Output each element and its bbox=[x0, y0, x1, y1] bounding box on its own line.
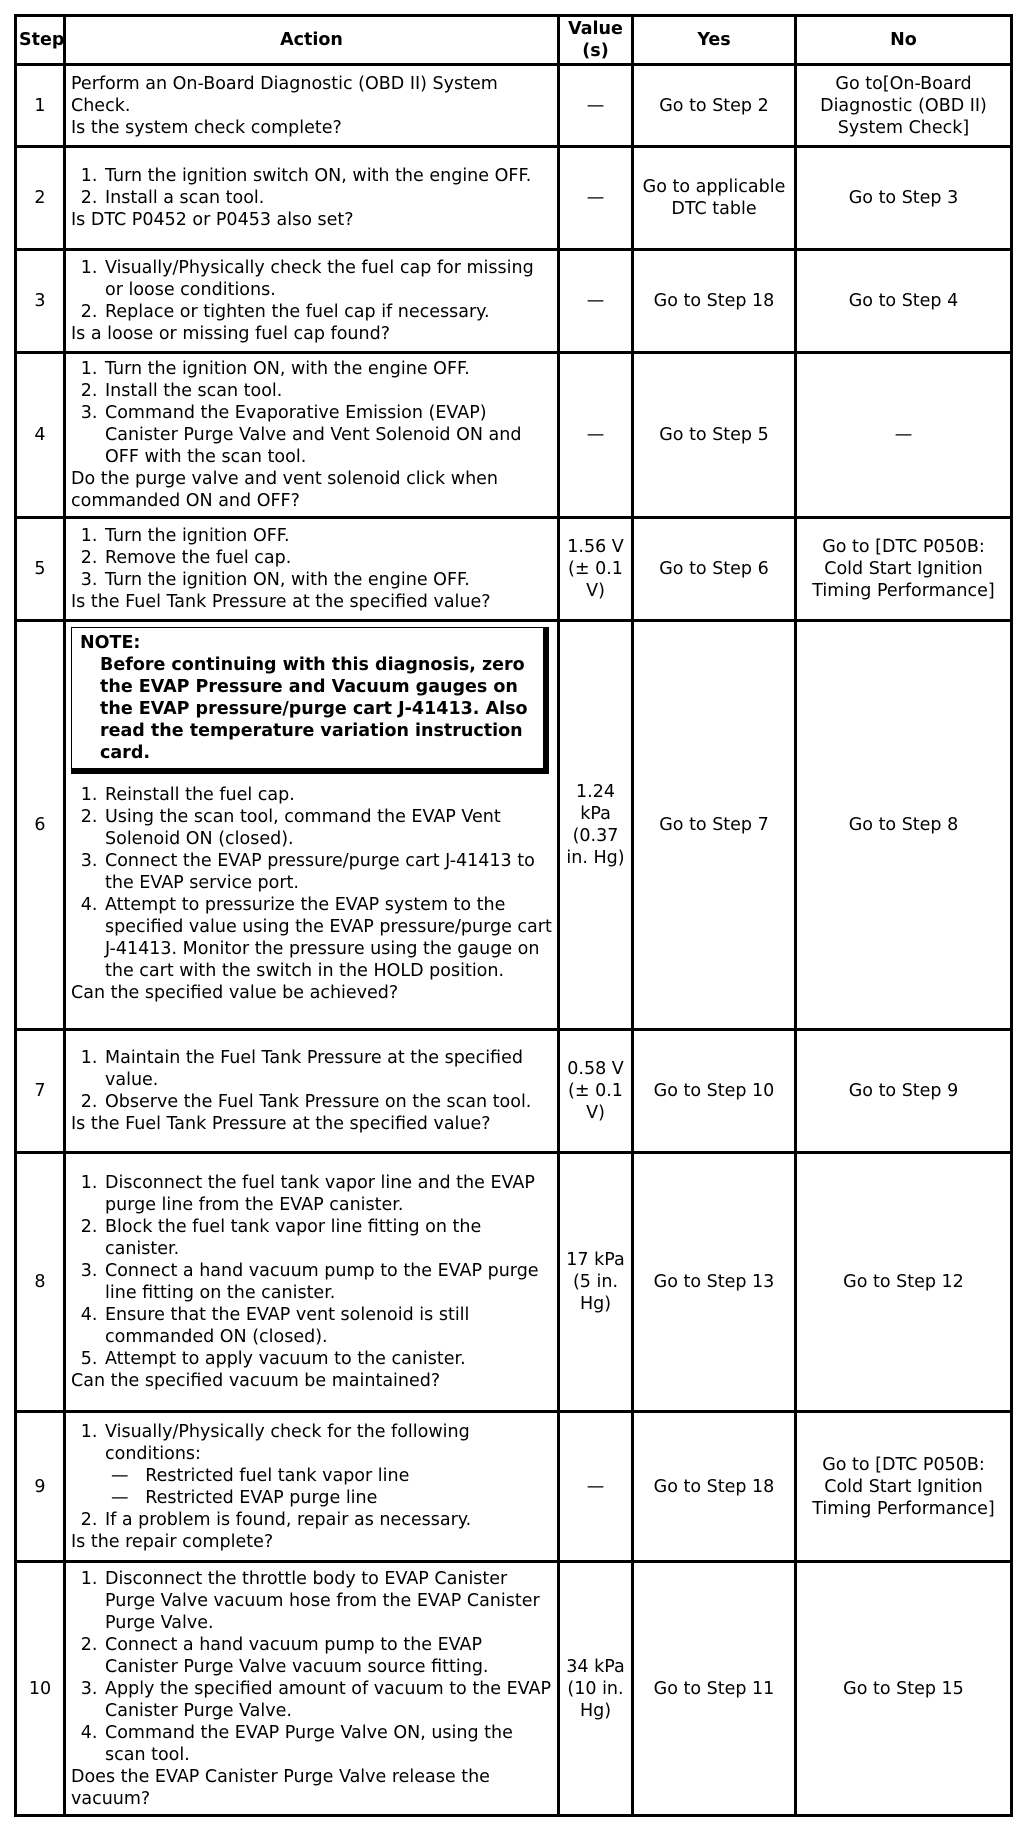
yes-cell: Go to Step 5 bbox=[633, 353, 796, 518]
action-cell bbox=[65, 1030, 559, 1153]
action-item: 1. Turn the ignition switch ON, with the engine OFF. bbox=[103, 165, 553, 187]
action-question: Do the purge valve and vent solenoid click when commanded ON and OFF? bbox=[71, 469, 499, 511]
no-cell: Go to Step 12 bbox=[796, 1153, 1012, 1412]
table-row-step-9 bbox=[16, 1412, 1012, 1562]
action-question: Is a loose or missing fuel cap found? bbox=[71, 324, 390, 344]
value-cell: 1.56 V (± 0.1 V) bbox=[559, 518, 633, 621]
note-heading: NOTE: bbox=[80, 633, 141, 653]
no-cell: Go to Step 9 bbox=[796, 1030, 1012, 1153]
action-item bbox=[103, 1421, 553, 1509]
action-item: 3. Command the Evaporative Emission (EVAP) Canister Purge Valve and Vent Solenoid ON and OFF with the scan tool. bbox=[103, 402, 553, 468]
sub-condition-list bbox=[105, 1465, 553, 1509]
action-cell bbox=[65, 518, 559, 621]
action-question: Can the specified value be achieved? bbox=[71, 983, 399, 1003]
action-item: 1. Turn the ignition ON, with the engine OFF. bbox=[103, 358, 553, 380]
yes-cell: Go to applicable DTC table bbox=[633, 147, 796, 250]
action-cell bbox=[65, 621, 559, 1030]
yes-cell: Go to Step 10 bbox=[633, 1030, 796, 1153]
value-cell: — bbox=[559, 147, 633, 250]
step-number: 8 bbox=[16, 1153, 65, 1412]
step-number: 9 bbox=[16, 1412, 65, 1562]
value-cell: — bbox=[559, 353, 633, 518]
value-cell: — bbox=[559, 250, 633, 353]
action-item: 2. Install a scan tool. bbox=[103, 187, 553, 209]
action-item: 2. Remove the fuel cap. bbox=[103, 547, 553, 569]
action-item: 3. Connect the EVAP pressure/purge cart J-41413 to the EVAP service port. bbox=[103, 850, 553, 894]
yes-cell: Go to Step 18 bbox=[633, 250, 796, 353]
action-question: Is DTC P0452 or P0453 also set? bbox=[71, 210, 354, 230]
action-item-text: Visually/Physically check for the following conditions: bbox=[105, 1421, 470, 1464]
no-cell: Go to Step 4 bbox=[796, 250, 1012, 353]
value-cell: — bbox=[559, 65, 633, 147]
action-cell bbox=[65, 1153, 559, 1412]
step-number: 10 bbox=[16, 1562, 65, 1816]
table-row-step-2 bbox=[16, 147, 1012, 250]
action-item: 2. Observe the Fuel Tank Pressure on the scan tool. bbox=[103, 1091, 553, 1113]
no-cell: — bbox=[796, 353, 1012, 518]
action-item: 4. Command the EVAP Purge Valve ON, using the scan tool. bbox=[103, 1722, 553, 1766]
header-action: Action bbox=[65, 16, 559, 65]
yes-cell: Go to Step 7 bbox=[633, 621, 796, 1030]
yes-cell: Go to Step 11 bbox=[633, 1562, 796, 1816]
action-item: 3. Connect a hand vacuum pump to the EVAP purge line fitting on the canister. bbox=[103, 1260, 553, 1304]
action-steps bbox=[71, 165, 553, 209]
action-steps bbox=[71, 1568, 553, 1766]
step-number: 2 bbox=[16, 147, 65, 250]
action-steps bbox=[71, 1172, 553, 1370]
action-question: Perform an On-Board Diagnostic (OBD II) System Check. Is the system check complete? bbox=[71, 73, 498, 138]
action-item: 5. Attempt to apply vacuum to the canister. bbox=[103, 1348, 553, 1370]
yes-cell: Go to Step 18 bbox=[633, 1412, 796, 1562]
note-body: Before continuing with this diagnosis, zero the EVAP Pressure and Vacuum gauges on the EVAP pressure/purge cart J-41413. Also read the temperature variation instruction card. bbox=[100, 655, 528, 763]
action-item: 1. Disconnect the fuel tank vapor line and the EVAP purge line from the EVAP canister. bbox=[103, 1172, 553, 1216]
value-cell: 1.24 kPa (0.37 in. Hg) bbox=[559, 621, 633, 1030]
action-item: 2. Connect a hand vacuum pump to the EVAP Canister Purge Valve vacuum source fitting. bbox=[103, 1634, 553, 1678]
value-cell: 17 kPa (5 in. Hg) bbox=[559, 1153, 633, 1412]
action-steps bbox=[71, 784, 553, 982]
no-cell: Go to [DTC P050B: Cold Start Ignition Timing Performance] bbox=[796, 1412, 1012, 1562]
action-item: 1. Reinstall the fuel cap. bbox=[103, 784, 553, 806]
action-item: 2. If a problem is found, repair as necessary. bbox=[103, 1509, 553, 1531]
no-cell: Go to Step 3 bbox=[796, 147, 1012, 250]
header-row bbox=[16, 16, 1012, 65]
table-row-step-7 bbox=[16, 1030, 1012, 1153]
step-number: 6 bbox=[16, 621, 65, 1030]
table-row-step-1 bbox=[16, 65, 1012, 147]
action-question: Is the repair complete? bbox=[71, 1531, 274, 1552]
table-row-step-6 bbox=[16, 621, 1012, 1030]
yes-cell: Go to Step 6 bbox=[633, 518, 796, 621]
table-row-step-4 bbox=[16, 353, 1012, 518]
sub-condition: — Restricted EVAP purge line bbox=[111, 1487, 553, 1509]
action-question: Is the Fuel Tank Pressure at the specified value? bbox=[71, 592, 491, 612]
action-steps bbox=[71, 358, 553, 468]
step-number: 3 bbox=[16, 250, 65, 353]
no-cell: Go to [DTC P050B: Cold Start Ignition Timing Performance] bbox=[796, 518, 1012, 621]
diagnostic-table bbox=[14, 14, 1013, 1817]
action-item: 2. Replace or tighten the fuel cap if necessary. bbox=[103, 301, 553, 323]
value-cell: 34 kPa (10 in. Hg) bbox=[559, 1562, 633, 1816]
action-item: 1. Maintain the Fuel Tank Pressure at the specified value. bbox=[103, 1047, 553, 1091]
action-steps bbox=[71, 1047, 553, 1113]
diagnostic-table-container bbox=[14, 14, 1010, 1817]
action-cell bbox=[65, 1562, 559, 1816]
action-cell bbox=[65, 353, 559, 518]
yes-cell: Go to Step 2 bbox=[633, 65, 796, 147]
value-cell: 0.58 V (± 0.1 V) bbox=[559, 1030, 633, 1153]
action-steps bbox=[71, 1421, 553, 1531]
action-item: 4. Ensure that the EVAP vent solenoid is still commanded ON (closed). bbox=[103, 1304, 553, 1348]
action-steps bbox=[71, 525, 553, 591]
action-cell bbox=[65, 65, 559, 147]
step-number: 4 bbox=[16, 353, 65, 518]
step-number: 7 bbox=[16, 1030, 65, 1153]
action-item: 3. Apply the specified amount of vacuum to the EVAP Canister Purge Valve. bbox=[103, 1678, 553, 1722]
table-row-step-5 bbox=[16, 518, 1012, 621]
header-no: No bbox=[796, 16, 1012, 65]
action-item: 3. Turn the ignition ON, with the engine OFF. bbox=[103, 569, 553, 591]
header-step: Step bbox=[16, 16, 65, 65]
table-row-step-8 bbox=[16, 1153, 1012, 1412]
action-item: 1. Turn the ignition OFF. bbox=[103, 525, 553, 547]
action-cell bbox=[65, 147, 559, 250]
action-item: 2. Block the fuel tank vapor line fitting on the canister. bbox=[103, 1216, 553, 1260]
action-question: Is the Fuel Tank Pressure at the specified value? bbox=[71, 1114, 491, 1134]
no-cell: Go to[On-Board Diagnostic (OBD II) System Check] bbox=[796, 65, 1012, 147]
sub-condition: — Restricted fuel tank vapor line bbox=[111, 1465, 553, 1487]
step-number: 5 bbox=[16, 518, 65, 621]
action-cell bbox=[65, 250, 559, 353]
yes-cell: Go to Step 13 bbox=[633, 1153, 796, 1412]
action-steps bbox=[71, 257, 553, 323]
value-cell: — bbox=[559, 1412, 633, 1562]
action-question: Does the EVAP Canister Purge Valve release the vacuum? bbox=[71, 1766, 490, 1809]
action-item: 2. Install the scan tool. bbox=[103, 380, 553, 402]
no-cell: Go to Step 15 bbox=[796, 1562, 1012, 1816]
header-yes: Yes bbox=[633, 16, 796, 65]
table-row-step-3 bbox=[16, 250, 1012, 353]
table-row-step-10 bbox=[16, 1562, 1012, 1816]
action-item: 2. Using the scan tool, command the EVAP Vent Solenoid ON (closed). bbox=[103, 806, 553, 850]
action-item: 4. Attempt to pressurize the EVAP system to the specified value using the EVAP pressure/purge cart J-41413. Monitor the pressure using the gauge on the cart with the switch in the HOLD position. bbox=[103, 894, 553, 982]
action-question: Can the specified vacuum be maintained? bbox=[71, 1371, 441, 1391]
note-box bbox=[71, 627, 549, 774]
action-cell bbox=[65, 1412, 559, 1562]
no-cell: Go to Step 8 bbox=[796, 621, 1012, 1030]
step-number: 1 bbox=[16, 65, 65, 147]
header-value: Value (s) bbox=[559, 16, 633, 65]
action-item: 1. Visually/Physically check the fuel cap for missing or loose conditions. bbox=[103, 257, 553, 301]
action-item: 1. Disconnect the throttle body to EVAP Canister Purge Valve vacuum hose from the EVAP Canister Purge Valve. bbox=[103, 1568, 553, 1634]
